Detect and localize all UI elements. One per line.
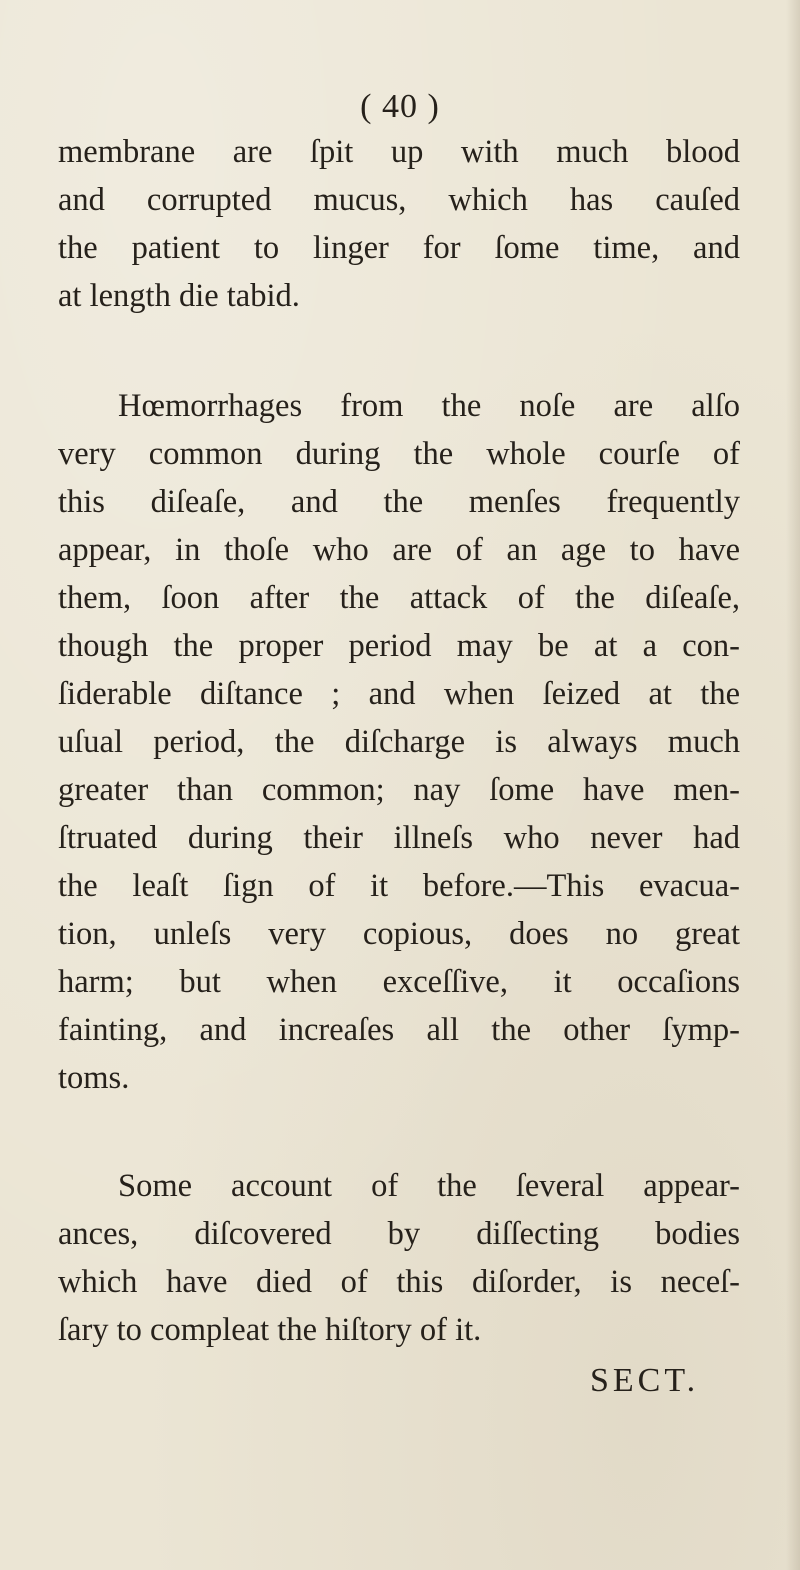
text-line: ances, diſcovered by diſſecting bodies (58, 1216, 740, 1252)
text-line: ſtruated during their illneſs who never had (58, 820, 740, 856)
text-line: the leaſt ſign of it before.—This evacua- (58, 868, 740, 904)
text-line: uſual period, the diſcharge is always much (58, 724, 740, 760)
text-line: greater than common; nay ſome have men- (58, 772, 740, 808)
text-line: fainting, and increaſes all the other ſymp- (58, 1012, 740, 1048)
text-line: ſiderable diſtance ; and when ſeized at the (58, 676, 740, 712)
text-line: at length die tabid. (58, 278, 300, 314)
text-line: them, ſoon after the attack of the diſeaſe, (58, 580, 740, 616)
text-line: this diſeaſe, and the menſes frequently (58, 484, 740, 520)
text-line: Some account of the ſeveral appear- (118, 1168, 740, 1204)
page-edge-shadow (786, 0, 800, 1570)
text-line: very common during the whole courſe of (58, 436, 740, 472)
text-line: the patient to linger for ſome time, and (58, 230, 740, 266)
page-number: ( 40 ) (360, 88, 440, 125)
text-line: Hœmorrhages from the noſe are alſo (118, 388, 740, 424)
text-line: ſary to compleat the hiſtory of it. (58, 1312, 482, 1348)
text-line: tion, unleſs very copious, does no great (58, 916, 740, 952)
text-line: harm; but when exceſſive, it occaſions (58, 964, 740, 1000)
text-line: which have died of this diſorder, is neceſ- (58, 1264, 740, 1300)
text-line: toms. (58, 1060, 130, 1096)
text-line: though the proper period may be at a con- (58, 628, 740, 664)
catchword: SECT. (590, 1362, 700, 1399)
text-line: appear, in thoſe who are of an age to have (58, 532, 740, 568)
text-line: membrane are ſpit up with much blood (58, 134, 740, 170)
text-line: and corrupted mucus, which has cauſed (58, 182, 740, 218)
